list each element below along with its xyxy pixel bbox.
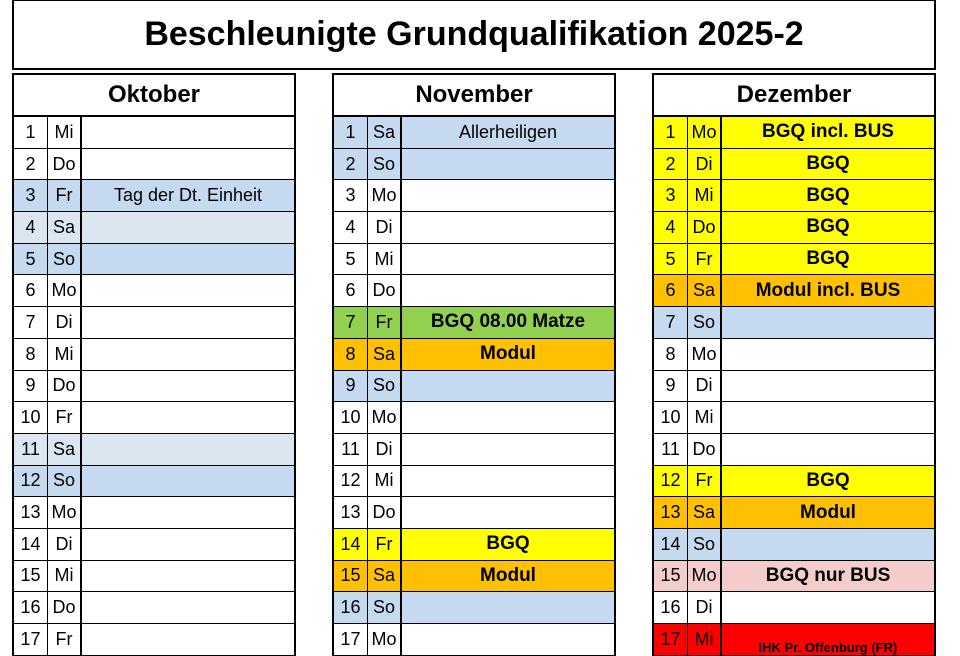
weekday: Fr	[688, 244, 722, 275]
event-cell	[722, 434, 934, 465]
event-cell: BGQ	[722, 212, 934, 243]
event-cell	[82, 371, 294, 402]
day-number: 1	[334, 117, 368, 148]
day-row	[334, 592, 614, 624]
weekday: Di	[688, 149, 722, 180]
weekday: Mo	[368, 180, 402, 211]
day-row	[334, 466, 614, 498]
weekday: Mo	[688, 117, 722, 148]
day-row	[14, 307, 294, 339]
day-row	[14, 402, 294, 434]
weekday: Do	[48, 371, 82, 402]
event-cell	[82, 117, 294, 148]
day-number: 17	[334, 624, 368, 655]
day-number: 11	[334, 434, 368, 465]
weekday: So	[368, 149, 402, 180]
event-cell	[82, 307, 294, 338]
event-cell	[82, 624, 294, 655]
day-row	[334, 434, 614, 466]
event-cell: Allerheiligen	[402, 117, 614, 148]
day-row	[14, 529, 294, 561]
day-number: 12	[14, 466, 48, 497]
day-row	[654, 497, 934, 529]
weekday: Sa	[48, 434, 82, 465]
weekday: Do	[368, 497, 402, 528]
day-row	[14, 244, 294, 276]
day-row	[654, 371, 934, 403]
event-cell: BGQ	[402, 529, 614, 560]
day-number: 8	[654, 339, 688, 370]
day-row	[334, 371, 614, 403]
event-cell	[82, 497, 294, 528]
event-cell	[402, 244, 614, 275]
event-cell: Modul	[402, 561, 614, 592]
weekday: Fr	[368, 307, 402, 338]
page-title: Beschleunigte Grundqualifikation 2025-2	[12, 0, 936, 70]
day-number: 13	[334, 497, 368, 528]
event-cell: IHK Pr. Offenburg (FR)	[722, 624, 934, 655]
day-number: 1	[654, 117, 688, 148]
event-cell	[82, 244, 294, 275]
weekday: Di	[48, 307, 82, 338]
day-row	[14, 180, 294, 212]
day-row	[654, 212, 934, 244]
day-row	[334, 529, 614, 561]
day-number: 4	[334, 212, 368, 243]
weekday: Fr	[48, 180, 82, 211]
event-cell: Tag der Dt. Einheit	[82, 180, 294, 211]
day-row	[334, 497, 614, 529]
day-row	[654, 434, 934, 466]
month-header: November	[332, 73, 616, 117]
event-cell: BGQ	[722, 180, 934, 211]
weekday: Mo	[688, 561, 722, 592]
day-number: 11	[654, 434, 688, 465]
weekday: So	[48, 244, 82, 275]
weekday: Do	[688, 212, 722, 243]
event-cell	[82, 149, 294, 180]
day-row	[14, 117, 294, 149]
day-row	[654, 275, 934, 307]
weekday: So	[48, 466, 82, 497]
day-number: 10	[14, 402, 48, 433]
weekday: Mo	[48, 275, 82, 306]
weekday: Mi	[48, 339, 82, 370]
event-cell	[402, 624, 614, 655]
day-number: 13	[654, 497, 688, 528]
weekday: Mi	[688, 402, 722, 433]
day-row	[14, 371, 294, 403]
day-number: 16	[334, 592, 368, 623]
day-row	[14, 561, 294, 593]
day-number: 4	[14, 212, 48, 243]
day-rows	[12, 117, 296, 656]
day-row	[14, 592, 294, 624]
day-number: 7	[654, 307, 688, 338]
event-cell	[402, 592, 614, 623]
day-row	[334, 149, 614, 181]
day-row	[334, 244, 614, 276]
event-cell	[402, 275, 614, 306]
event-cell	[402, 180, 614, 211]
event-cell: BGQ	[722, 466, 934, 497]
day-number: 12	[334, 466, 368, 497]
day-number: 17	[654, 624, 688, 655]
day-number: 10	[334, 402, 368, 433]
weekday: Mo	[368, 402, 402, 433]
day-row	[334, 402, 614, 434]
day-row	[654, 339, 934, 371]
weekday: Di	[48, 529, 82, 560]
event-cell	[402, 149, 614, 180]
weekday: Fr	[48, 624, 82, 655]
day-row	[14, 339, 294, 371]
event-cell	[722, 339, 934, 370]
day-number: 5	[14, 244, 48, 275]
day-number: 14	[654, 529, 688, 560]
event-cell	[402, 497, 614, 528]
weekday: So	[368, 592, 402, 623]
day-rows	[332, 117, 616, 656]
day-number: 3	[14, 180, 48, 211]
day-rows	[652, 117, 936, 656]
event-cell	[82, 402, 294, 433]
weekday: Do	[368, 275, 402, 306]
event-cell	[82, 339, 294, 370]
day-number: 6	[334, 275, 368, 306]
event-cell	[82, 275, 294, 306]
weekday: Mi	[48, 561, 82, 592]
event-cell: BGQ	[722, 149, 934, 180]
month-column-november	[332, 73, 616, 656]
weekday: Di	[688, 592, 722, 623]
day-row	[14, 212, 294, 244]
weekday: Sa	[688, 275, 722, 306]
day-number: 2	[654, 149, 688, 180]
day-number: 8	[334, 339, 368, 370]
day-number: 2	[14, 149, 48, 180]
day-row	[334, 180, 614, 212]
day-number: 14	[14, 529, 48, 560]
weekday: Mo	[688, 339, 722, 370]
event-cell	[722, 402, 934, 433]
day-row	[334, 307, 614, 339]
day-row	[334, 212, 614, 244]
weekday: So	[368, 371, 402, 402]
month-header: Oktober	[12, 73, 296, 117]
day-row	[334, 339, 614, 371]
event-cell	[82, 592, 294, 623]
event-cell: Modul	[402, 339, 614, 370]
event-cell	[402, 466, 614, 497]
day-number: 7	[334, 307, 368, 338]
day-row	[654, 402, 934, 434]
day-row	[654, 149, 934, 181]
event-cell	[722, 529, 934, 560]
day-row	[654, 307, 934, 339]
weekday: Sa	[688, 497, 722, 528]
day-row	[654, 180, 934, 212]
day-number: 3	[654, 180, 688, 211]
day-number: 4	[654, 212, 688, 243]
event-cell	[722, 371, 934, 402]
event-cell	[402, 434, 614, 465]
day-number: 6	[14, 275, 48, 306]
day-number: 9	[334, 371, 368, 402]
event-cell: BGQ nur BUS	[722, 561, 934, 592]
weekday: Do	[48, 592, 82, 623]
day-number: 12	[654, 466, 688, 497]
event-cell: BGQ incl. BUS	[722, 117, 934, 148]
weekday: Sa	[368, 117, 402, 148]
weekday: Sa	[368, 339, 402, 370]
weekday: Mo	[48, 497, 82, 528]
day-number: 17	[14, 624, 48, 655]
event-cell	[402, 371, 614, 402]
day-row	[14, 497, 294, 529]
weekday: Mi	[368, 244, 402, 275]
event-cell	[82, 434, 294, 465]
weekday: Fr	[48, 402, 82, 433]
day-row	[334, 275, 614, 307]
day-number: 15	[334, 561, 368, 592]
day-row	[654, 592, 934, 624]
weekday: Mi	[688, 624, 722, 655]
event-cell: BGQ 08.00 Matze	[402, 307, 614, 338]
month-header: Dezember	[652, 73, 936, 117]
weekday: Fr	[688, 466, 722, 497]
day-number: 1	[14, 117, 48, 148]
day-row	[334, 117, 614, 149]
weekday: Sa	[368, 561, 402, 592]
weekday: Di	[368, 212, 402, 243]
day-number: 3	[334, 180, 368, 211]
event-cell	[82, 212, 294, 243]
day-number: 10	[654, 402, 688, 433]
day-row	[654, 561, 934, 593]
weekday: Di	[688, 371, 722, 402]
weekday: So	[688, 529, 722, 560]
event-cell	[82, 561, 294, 592]
day-row	[14, 149, 294, 181]
day-number: 16	[14, 592, 48, 623]
day-row	[14, 434, 294, 466]
event-cell: Modul	[722, 497, 934, 528]
day-number: 15	[654, 561, 688, 592]
day-number: 8	[14, 339, 48, 370]
weekday: Do	[688, 434, 722, 465]
day-number: 11	[14, 434, 48, 465]
day-number: 14	[334, 529, 368, 560]
day-number: 9	[14, 371, 48, 402]
day-row	[334, 561, 614, 593]
day-number: 7	[14, 307, 48, 338]
event-cell	[722, 592, 934, 623]
day-number: 9	[654, 371, 688, 402]
day-number: 5	[334, 244, 368, 275]
event-cell	[722, 307, 934, 338]
weekday: So	[688, 307, 722, 338]
day-number: 16	[654, 592, 688, 623]
month-column-oktober	[12, 73, 296, 656]
event-cell	[82, 529, 294, 560]
event-cell	[82, 466, 294, 497]
weekday: Mi	[368, 466, 402, 497]
event-cell	[402, 402, 614, 433]
weekday: Mo	[368, 624, 402, 655]
day-row	[654, 529, 934, 561]
day-number: 13	[14, 497, 48, 528]
day-row	[654, 466, 934, 498]
event-cell	[402, 212, 614, 243]
weekday: Di	[368, 434, 402, 465]
weekday: Fr	[368, 529, 402, 560]
event-cell: BGQ	[722, 244, 934, 275]
day-row	[14, 466, 294, 498]
day-row	[654, 244, 934, 276]
day-number: 2	[334, 149, 368, 180]
weekday: Sa	[48, 212, 82, 243]
weekday: Do	[48, 149, 82, 180]
event-cell: Modul incl. BUS	[722, 275, 934, 306]
day-number: 6	[654, 275, 688, 306]
month-column-dezember	[652, 73, 936, 656]
day-row	[654, 117, 934, 149]
day-row	[14, 275, 294, 307]
weekday: Mi	[688, 180, 722, 211]
day-number: 15	[14, 561, 48, 592]
day-number: 5	[654, 244, 688, 275]
weekday: Mi	[48, 117, 82, 148]
